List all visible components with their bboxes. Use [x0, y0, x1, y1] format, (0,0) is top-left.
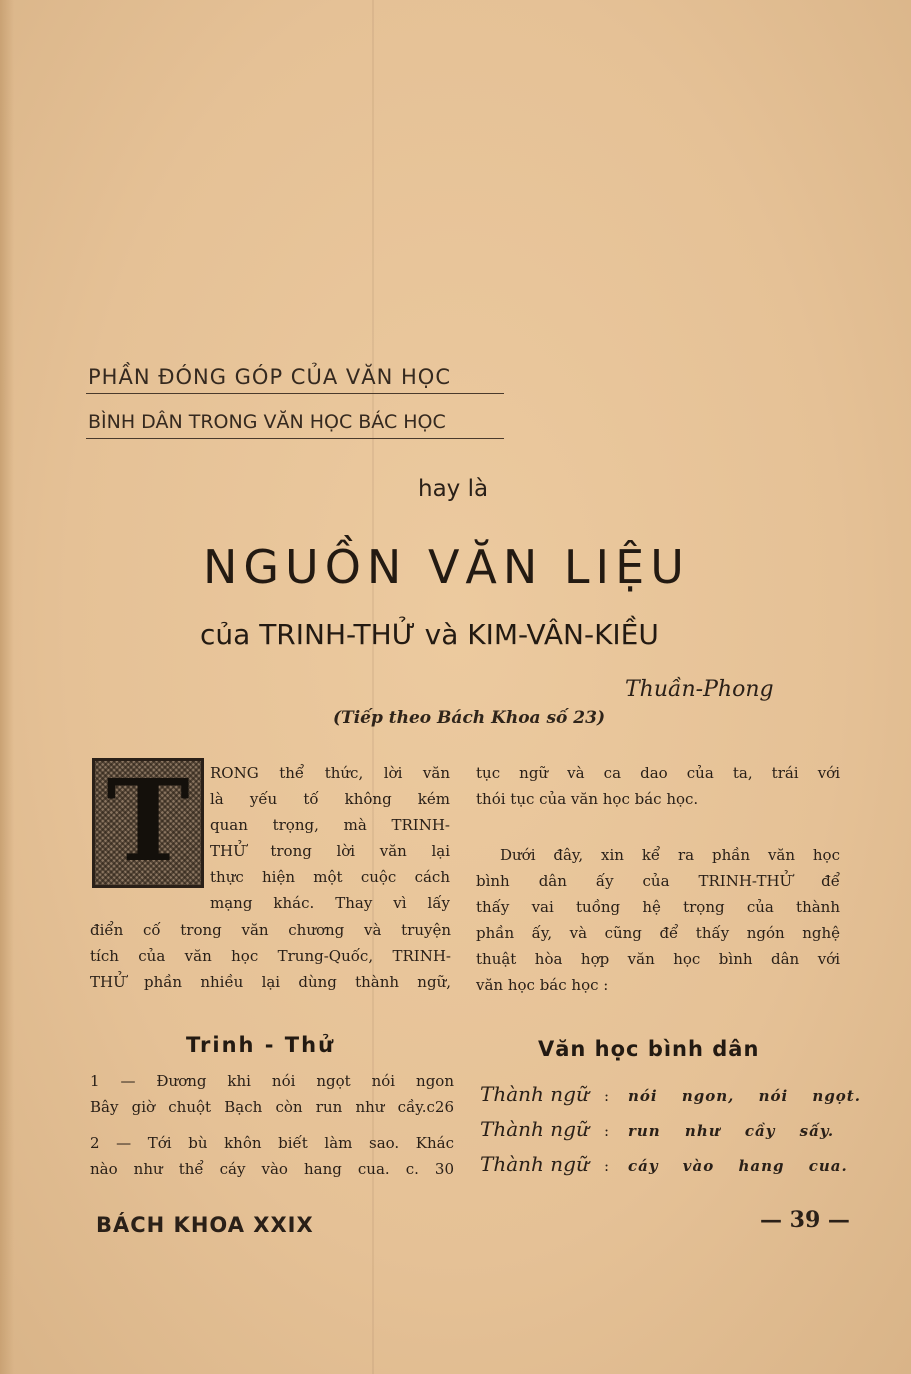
- idiom-entry-2: [480, 1117, 842, 1141]
- text-line: bình dân ấy của TRINH-THỬ để: [476, 872, 840, 890]
- kicker-underline-1: [86, 393, 504, 394]
- text-line: THỬ trong lời văn lại: [210, 842, 450, 860]
- kicker-underline-2: [86, 438, 504, 439]
- example-entry-2: [90, 1130, 454, 1182]
- text-line: mạng khác. Thay vì lấy: [210, 894, 450, 912]
- idiom-entry-3: [480, 1152, 848, 1176]
- article-title: NGUỒN VĂN LIỆU: [203, 540, 690, 594]
- text-line: tích của văn học Trung-Quốc, TRINH-: [90, 947, 451, 965]
- idiom-label: Thành ngữ: [480, 1152, 589, 1176]
- idiom-colon: :: [604, 1157, 610, 1175]
- page-edge-shadow: [0, 0, 14, 1374]
- section-heading-van-hoc-binh-dan: Văn học bình dân: [538, 1037, 760, 1061]
- idiom-value: nói ngon, nói ngọt.: [628, 1087, 861, 1105]
- text-line: 1 — Đương khi nói ngọt nói ngon: [90, 1072, 454, 1090]
- idiom-label: Thành ngữ: [480, 1082, 589, 1106]
- section-heading-trinh-thu: Trinh - Thử: [186, 1033, 336, 1057]
- idiom-entry-1: [480, 1082, 861, 1106]
- author-signature: Thuần-Phong: [625, 677, 774, 702]
- text-line: thấy vai tuồng hệ trọng của thành: [476, 898, 840, 916]
- text-line: 2 — Tới bù khôn biết làm sao. Khác: [90, 1134, 454, 1152]
- page-number: — 39 —: [760, 1207, 850, 1233]
- text-line: Dưới đây, xin kể ra phần văn học: [500, 846, 840, 864]
- idiom-colon: :: [604, 1122, 610, 1140]
- text-line: nào như thể cáy vào hang cua. c. 30: [90, 1160, 454, 1178]
- text-line: tục ngữ và ca dao của ta, trái với: [476, 764, 840, 782]
- text-line: thuật hòa hợp văn học bình dân với: [476, 950, 840, 968]
- idiom-label: Thành ngữ: [480, 1117, 589, 1141]
- text-line: THỬ phần nhiều lại dùng thành ngữ,: [90, 973, 451, 991]
- paragraph-intro-beside-dropcap: [210, 760, 450, 916]
- continued-note: (Tiếp theo Bách Khoa số 23): [333, 708, 606, 728]
- paragraph-right-top: [476, 760, 840, 812]
- text-line: RONG thể thức, lời văn: [210, 764, 450, 782]
- text-line: thói tục của văn học bác học.: [476, 790, 699, 808]
- text-line: phần ấy, và cũng để thấy ngón nghệ: [476, 924, 840, 942]
- text-line: quan trọng, mà TRINH-: [210, 816, 450, 834]
- text-line: Bây giờ chuột Bạch còn run như cầy.c26: [90, 1098, 454, 1116]
- example-entry-1: [90, 1068, 454, 1120]
- text-line: điển cố trong văn chương và truyện: [90, 921, 451, 939]
- magazine-footer: BÁCH KHOA XXIX: [96, 1213, 314, 1237]
- idiom-value: cáy vào hang cua.: [628, 1157, 848, 1175]
- drop-cap: [92, 758, 204, 888]
- text-line: thực hiện một cuộc cách: [210, 868, 450, 886]
- text-line: văn học bác học :: [476, 976, 609, 994]
- text-line: là yếu tố không kém: [210, 790, 450, 808]
- paragraph-right-second: [476, 842, 840, 998]
- title-connector: hay là: [418, 476, 489, 502]
- idiom-colon: :: [604, 1087, 610, 1105]
- paragraph-intro-continued: [90, 917, 451, 995]
- kicker-line-1: PHẦN ĐÓNG GÓP CỦA VĂN HỌC: [88, 365, 451, 389]
- kicker-line-2: BÌNH DÂN TRONG VĂN HỌC BÁC HỌC: [88, 411, 446, 433]
- idiom-value: run như cầy sấy.: [628, 1122, 835, 1140]
- drop-cap-letter: T: [106, 756, 190, 887]
- article-subtitle: của TRINH-THỬ và KIM-VÂN-KIỀU: [200, 618, 659, 651]
